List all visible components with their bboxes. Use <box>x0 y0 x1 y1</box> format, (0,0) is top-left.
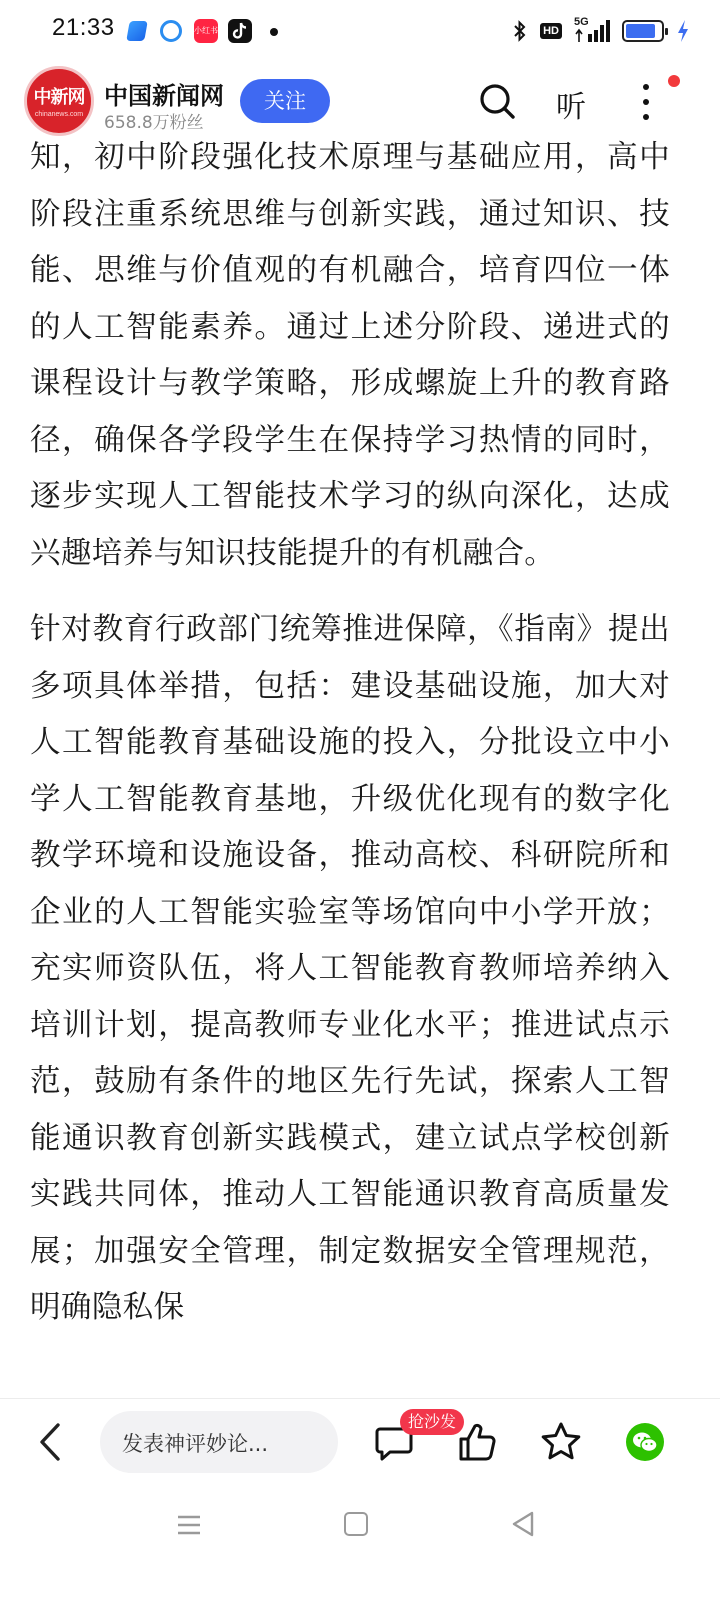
notification-dot-icon <box>270 28 278 36</box>
system-navigation-bar <box>0 1484 720 1612</box>
back-arrow-icon[interactable] <box>32 1421 72 1463</box>
article-paragraph: 针对教育行政部门统筹推进保障，《指南》提出多项具体举措，包括：建设基础设施，加大对人工智能教育基础设施的投入，分批设立中小学人工智能教育基地，升级优化现有的数字化教学环境和设施设备，推动高校、科研院所和企业的人工智能实验室等场馆向中小学开放；充实师资队伍，将人工智能教育教师培养纳入培训计划，提高教师专业化水平；推进试点示范，鼓励有条件的地区先行先试，探索人工智能通识教育创新实践模式，建立试点学校创新实践共同体，推动人工智能通识教育高质量发展；加强安全管理，制定数据安全管理规范，明确隐私保 <box>30 612 670 1325</box>
sofa-badge: 抢沙发 <box>400 1409 464 1435</box>
bottom-action-bar <box>0 1398 720 1484</box>
follow-button[interactable]: 关注 <box>240 79 330 123</box>
article-body <box>30 130 670 1398</box>
tiktok-app-icon <box>228 19 252 43</box>
source-name[interactable]: 中国新闻网 <box>104 82 224 110</box>
article-header <box>0 64 720 140</box>
thumbs-up-icon[interactable] <box>456 1421 498 1463</box>
signal-icon: 5G <box>574 18 610 44</box>
wechat-share-icon[interactable] <box>626 1423 664 1461</box>
bluetooth-icon <box>512 19 528 43</box>
comment-input[interactable] <box>100 1411 338 1473</box>
favorite-star-icon[interactable] <box>540 1421 582 1463</box>
source-logo[interactable] <box>24 66 94 136</box>
charging-icon <box>676 19 690 43</box>
listen-button[interactable]: 听 <box>556 90 586 125</box>
logo-text: 中新网 <box>33 87 85 108</box>
battery-fill <box>626 24 655 38</box>
hd-icon: HD <box>540 23 562 39</box>
more-options-icon[interactable] <box>632 82 660 122</box>
comment-placeholder: 发表神评妙论... <box>122 1432 269 1456</box>
logo-subtext: chinanews.com <box>34 111 84 118</box>
home-icon[interactable] <box>344 1512 368 1536</box>
article-paragraph: 知，初中阶段强化技术原理与基础应用，高中阶段注重系统思维与创新实践，通过知识、技能、思维与价值观的有机融合，培育四位一体的人工智能素养。通过上述分阶段、递进式的课程设计与教学策略，形成螺旋上升的教育路径，确保各学段学生在保持学习热情的同时，逐步实现人工智能技术学习的纵向深化，达成兴趣培养与知识技能提升的有机融合。 <box>30 140 670 571</box>
battery-icon <box>622 20 664 42</box>
recent-apps-icon[interactable] <box>176 1512 202 1538</box>
status-indicators <box>512 16 690 46</box>
search-icon[interactable] <box>478 82 516 120</box>
notification-badge <box>668 75 680 87</box>
browser-app-icon <box>160 20 182 42</box>
battery-cap <box>665 28 668 35</box>
source-fans-count: 658.8万粉丝 <box>104 113 204 133</box>
system-back-icon[interactable] <box>510 1510 536 1538</box>
xiaohongshu-app-icon: 小红书 <box>194 19 218 43</box>
status-time: 21:33 <box>52 14 115 41</box>
blue-app-icon <box>126 21 148 41</box>
status-bar <box>0 0 720 64</box>
